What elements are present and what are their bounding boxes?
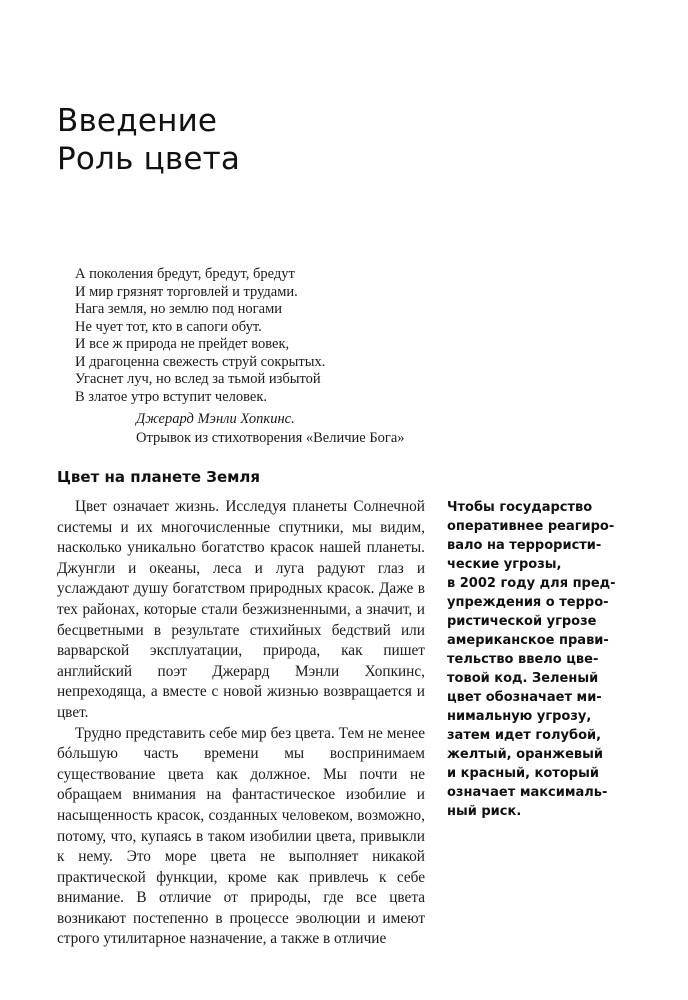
sidebar-line: товой код. Зеленый <box>447 671 599 686</box>
body-paragraph-2: Трудно представить себе мир без цвета. Тем не менее бóльшую часть времени мы воспринимаем существование цвета как должное. Мы почти не обращаем внимания на фантастическое изобилие и насыщенность красок, созданных человеком, возможно, потому, что, купаясь в таком изобилии цвета, привыкли к нему. Это море цвета не выполняет никакой практической функции, кроме как привлечь к себе внимание. В отличие от природы, где все цвета возникают постепенно в процессе эволюции и имеют строго утилитарное назначение, а также в отличие <box>57 724 425 948</box>
sidebar-line: нимальную угрозу, <box>447 709 592 724</box>
poem-line: В златое утро вступит человек. <box>75 388 267 405</box>
poem-line: И драгоценна свежесть струй сокрытых. <box>75 353 326 370</box>
sidebar-line: Чтобы государство <box>447 500 593 515</box>
poem-line: Нага земля, но землю под ногами <box>75 301 283 317</box>
sidebar-line: и красный, который <box>447 766 599 781</box>
sidebar-line: желтый, оранжевый <box>447 747 603 762</box>
poem-line: Не чует тот, кто в сапоги обут. <box>75 318 262 335</box>
sidebar-line: означает максималь- <box>447 785 608 800</box>
epigraph-source: Отрывок из стихотворения «Величие Бога» <box>136 430 405 446</box>
epigraph-attribution <box>136 410 405 448</box>
page-title-line-2: Роль цвета <box>57 141 241 177</box>
sidebar-line: американское прави- <box>447 633 609 648</box>
page-title <box>57 102 240 178</box>
poem-line: Угаснет луч, но вслед за тьмой избытой <box>75 371 321 387</box>
sidebar-line: упреждения о терро- <box>447 595 609 610</box>
sidebar-line: цвет обозначает ми- <box>447 690 602 705</box>
body-paragraph-1: Цвет означает жизнь. Исследуя планеты Солнечной системы и их многочисленные спутники, мы видим, насколько уникально богатство красок нашей планеты. Джунгли и океаны, леса и луга радуют глаз и услаждают душу богатством природных красок. Даже в тех районах, которые стали безжизненными, а значит, и бесцветными в результате стихийных бедствий или варварской эксплуатации, природа, как пишет английский поэт Джерард Мэнли Хопкинс, непреходяща, а вместе с новой жизнью возвращается и цвет. <box>57 498 425 721</box>
main-body-text <box>57 497 425 950</box>
sidebar-line: вало на террористи- <box>447 538 602 553</box>
sidebar-line: в 2002 году для пред- <box>447 576 616 591</box>
epigraph-poem <box>75 266 455 406</box>
poem-line: А поколения бредут, бредут, бредут <box>75 266 295 282</box>
sidebar-line: ческие угрозы, <box>447 557 562 572</box>
section-heading: Цвет на планете Земля <box>57 468 261 486</box>
page-title-line-1: Введение <box>57 103 218 139</box>
sidebar-line: ристической угрозе <box>447 614 597 629</box>
poem-line: И все ж природа не прейдет вовек, <box>75 336 290 352</box>
sidebar-note <box>447 498 616 821</box>
sidebar-line: тельство ввело цве- <box>447 652 599 667</box>
sidebar-line: затем идет голубой, <box>447 728 602 743</box>
poem-line: И мир грязнят торговлей и трудами. <box>75 283 298 300</box>
sidebar-line: ный риск. <box>447 804 522 819</box>
epigraph-author: Джерард Мэнли Хопкинс. <box>136 411 295 427</box>
sidebar-line: оперативнее реагиро- <box>447 519 615 534</box>
